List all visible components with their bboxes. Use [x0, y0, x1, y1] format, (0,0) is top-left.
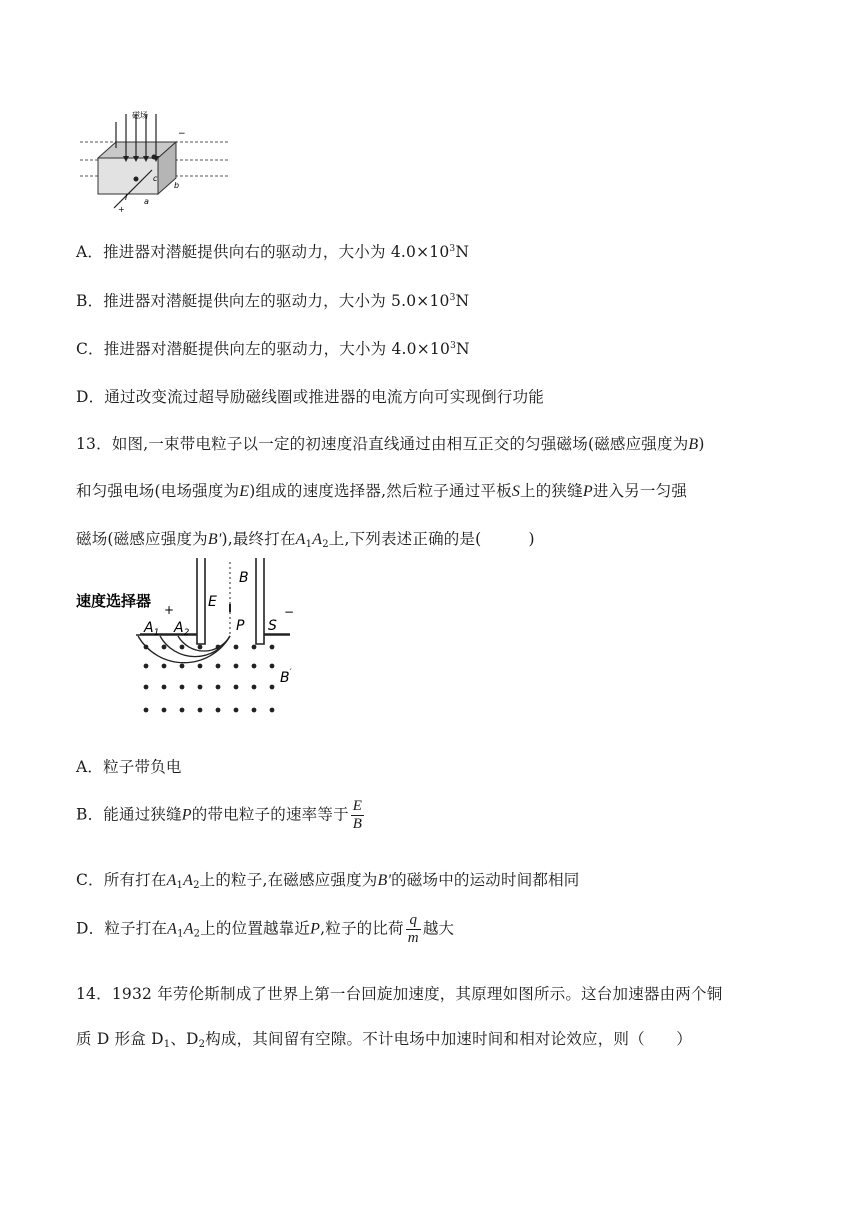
subscript: 2: [193, 880, 200, 891]
symbol-a: A: [166, 872, 177, 889]
option-letter: C．: [76, 340, 104, 358]
q13-option-a: A．粒子带负电: [76, 758, 182, 776]
symbol-a: A: [312, 531, 323, 548]
fig2-e: E: [208, 594, 217, 610]
option-exp: 3: [450, 341, 456, 351]
q14-stem-line1: 14．1932 年劳伦斯制成了世界上第一台回旋加速度，其原理如图所示。这台加速器由两个铜: [76, 985, 723, 1003]
stem-text: 构成，其间留有空隙。不计电场中加速时间和相对论效应，则（ ）: [205, 1030, 692, 1048]
option-text: B．能通过狭缝: [76, 805, 182, 824]
subscript: 2: [198, 1039, 206, 1050]
option-text: 上的位置越靠近: [200, 919, 311, 938]
fig2-p: P: [236, 618, 245, 634]
option-text: 上的粒子,在磁感应强度为: [199, 871, 378, 889]
symbol-b: B: [688, 436, 699, 453]
fraction-numerator: E: [352, 798, 363, 814]
fig2-a2: $A_2$: [174, 620, 190, 638]
fraction-denominator: m: [407, 930, 419, 946]
velocity-selector-diagram: [76, 556, 306, 726]
magnet-box-diagram: [80, 108, 230, 213]
stem-text: 、D: [170, 1030, 199, 1048]
fig2-plus: +: [164, 603, 175, 617]
stem-text: 上,下列表述正确的是( ): [328, 530, 535, 548]
fig2-b: B: [239, 570, 249, 586]
option-text: ,粒子的比荷: [320, 919, 404, 938]
option-letter: D．: [76, 388, 105, 406]
option-text: D．粒子打在: [76, 919, 168, 938]
fig1-i-label: I: [125, 193, 128, 202]
option-text: 越大: [422, 919, 455, 938]
fig1-c-label: c: [153, 174, 158, 183]
option-text: 推进器对潜艇提供向左的驱动力，大小为 5.0×10: [103, 292, 450, 310]
symbol-a: A: [183, 872, 194, 889]
option-unit: N: [456, 340, 470, 358]
subscript: 1: [305, 539, 313, 550]
option-letter: B．: [76, 292, 104, 310]
option-exp: 3: [449, 293, 456, 303]
symbol-b-prime: B': [207, 531, 222, 548]
fig1-field-label: 磁场: [132, 111, 148, 120]
symbol-s: S: [511, 483, 521, 500]
option-unit: N: [455, 243, 470, 261]
option-text: 的带电粒子的速率等于: [191, 805, 349, 824]
symbol-p: P: [582, 483, 593, 500]
fig2-a1: $A_1$: [144, 620, 160, 638]
option-text: C．所有打在: [76, 871, 167, 889]
stem-text: 磁场(磁感应强度为: [76, 530, 208, 548]
q12-option-b: [76, 289, 469, 311]
fig1-minus-label: −: [178, 129, 186, 139]
symbol-a: A: [167, 920, 178, 938]
stem-text: 进入另一匀强: [592, 482, 688, 500]
q13-stem-line2: [76, 479, 687, 501]
symbol-b-prime: B': [377, 872, 392, 889]
subscript: 1: [177, 928, 184, 940]
q13-stem-line3: [76, 527, 535, 550]
fig1-a-label: a: [144, 197, 149, 206]
q13-stem-line1: [76, 432, 705, 454]
stem-text: ): [698, 435, 705, 453]
stem-text: 上的狭缝: [520, 482, 583, 500]
subscript: 1: [176, 880, 184, 891]
fig1-plus-label: +: [118, 205, 125, 213]
q12-option-c: [76, 337, 470, 359]
fraction-denominator: B: [352, 816, 363, 832]
stem-text: 和匀强电场(电场强度为: [76, 482, 240, 500]
stem-text: )组成的速度选择器,然后粒子通过平板: [249, 482, 512, 500]
subscript: 2: [322, 539, 329, 550]
option-text: 的磁场中的运动时间都相同: [391, 871, 580, 889]
q12-option-a: [76, 240, 469, 262]
q13-option-b: [76, 798, 366, 833]
fraction-e-over-b: [351, 798, 364, 833]
subscript: 2: [193, 928, 201, 940]
fig2-b-prime: B′: [280, 668, 292, 686]
subscript: 1: [163, 1039, 171, 1050]
option-unit: N: [455, 292, 470, 310]
fig1-b-label: b: [174, 181, 180, 190]
option-exp: 3: [449, 244, 456, 254]
q13-option-d: [76, 912, 454, 947]
stem-text: ),最终打在: [221, 530, 296, 548]
option-text: 通过改变流过超导励磁线圈或推进器的电流方向可实现倒行功能: [104, 388, 544, 406]
q13-option-c: [76, 868, 580, 891]
option-letter: A．: [76, 243, 104, 261]
symbol-e: E: [239, 483, 250, 500]
fig2-minus: −: [284, 605, 295, 619]
symbol-a: A: [295, 531, 306, 548]
q14-stem-line2: [76, 1027, 692, 1050]
q12-option-d: [76, 385, 544, 407]
option-text: 推进器对潜艇提供向右的驱动力，大小为 4.0×10: [103, 243, 450, 261]
fraction-q-over-m: [406, 912, 421, 947]
fraction-numerator: q: [406, 912, 421, 930]
symbol-p: P: [310, 920, 321, 938]
fig2-s: S: [268, 618, 277, 634]
symbol-a: A: [183, 920, 194, 938]
fig2-title: 速度选择器: [76, 592, 152, 610]
stem-text: 质 D 形盒 D: [76, 1030, 164, 1048]
symbol-p: P: [181, 806, 192, 824]
option-text: 推进器对潜艇提供向左的驱动力，大小为 4.0×10: [103, 340, 451, 358]
stem-text: 13．如图,一束带电粒子以一定的初速度沿直线通过由相互正交的匀强磁场(磁感应强度为: [76, 435, 689, 453]
